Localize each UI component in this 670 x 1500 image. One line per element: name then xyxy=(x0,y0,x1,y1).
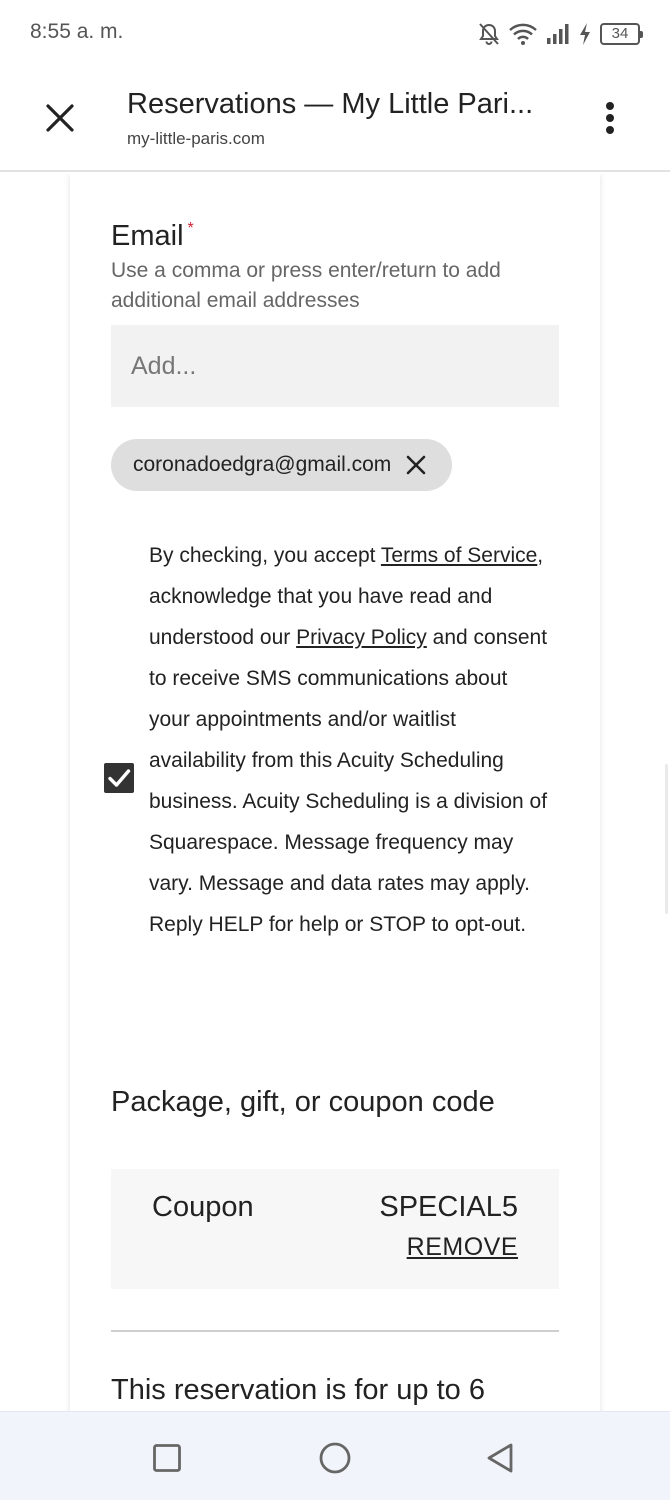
coupon-code: SPECIAL5 xyxy=(379,1191,518,1223)
wifi-icon xyxy=(508,22,538,46)
form-card xyxy=(70,174,600,1411)
more-options-button[interactable] xyxy=(594,96,626,140)
scrollbar[interactable] xyxy=(665,764,668,914)
page-title: Reservations — My Little Pari... xyxy=(127,88,534,120)
more-vertical-icon xyxy=(606,102,614,110)
back-button[interactable] xyxy=(482,1440,518,1476)
email-chip xyxy=(111,439,452,491)
status-bar xyxy=(0,0,670,68)
email-chip-remove-button[interactable] xyxy=(405,454,427,476)
divider xyxy=(111,1330,559,1332)
required-marker: * xyxy=(187,220,194,237)
email-chip-text: coronadoedgra@gmail.com xyxy=(133,453,392,476)
battery-indicator: 34 xyxy=(600,23,640,45)
coupon-label: Coupon xyxy=(152,1191,254,1223)
remove-coupon-button[interactable]: REMOVE xyxy=(406,1233,518,1261)
email-label: Email * xyxy=(111,220,194,252)
privacy-policy-link[interactable]: Privacy Policy xyxy=(296,626,427,649)
circle-icon xyxy=(318,1441,352,1475)
email-help-text: Use a comma or press enter/return to add additional email addresses xyxy=(111,259,501,312)
square-icon xyxy=(152,1443,182,1473)
home-button[interactable] xyxy=(317,1440,353,1476)
triangle-back-icon xyxy=(485,1442,515,1474)
reservation-note: This reservation is for up to 6 xyxy=(111,1374,485,1406)
close-icon xyxy=(406,455,426,475)
terms-of-service-link[interactable]: Terms of Service xyxy=(380,544,538,567)
consent-text: By checking, you accept Terms of Service, acknowledge that you have read and understood our Privacy Policy and consent to receive SMS communications about your appointments and/or waitlist availability from this Acuity Scheduling business. Acuity Scheduling is a division of Squarespace. Message frequency may vary. Message and data rates may apply. Reply HELP for help or STOP to opt-out. xyxy=(149,544,548,936)
top-bar xyxy=(0,68,670,172)
signal-icon xyxy=(546,23,570,45)
page-content[interactable] xyxy=(0,174,670,1411)
notifications-off-icon xyxy=(478,22,500,46)
consent-checkbox[interactable] xyxy=(104,763,134,793)
page-domain: my-little-paris.com xyxy=(127,129,265,148)
coupon-heading: Package, gift, or coupon code xyxy=(111,1086,495,1118)
charging-icon xyxy=(578,22,592,46)
check-icon xyxy=(107,766,131,790)
email-input[interactable] xyxy=(111,325,559,407)
recents-button[interactable] xyxy=(149,1440,185,1476)
close-button[interactable] xyxy=(36,94,84,142)
status-time: 8:55 a. m. xyxy=(30,20,124,43)
coupon-box xyxy=(111,1169,559,1289)
close-icon xyxy=(46,104,74,132)
status-icons xyxy=(478,20,640,48)
system-nav-bar xyxy=(0,1411,670,1500)
